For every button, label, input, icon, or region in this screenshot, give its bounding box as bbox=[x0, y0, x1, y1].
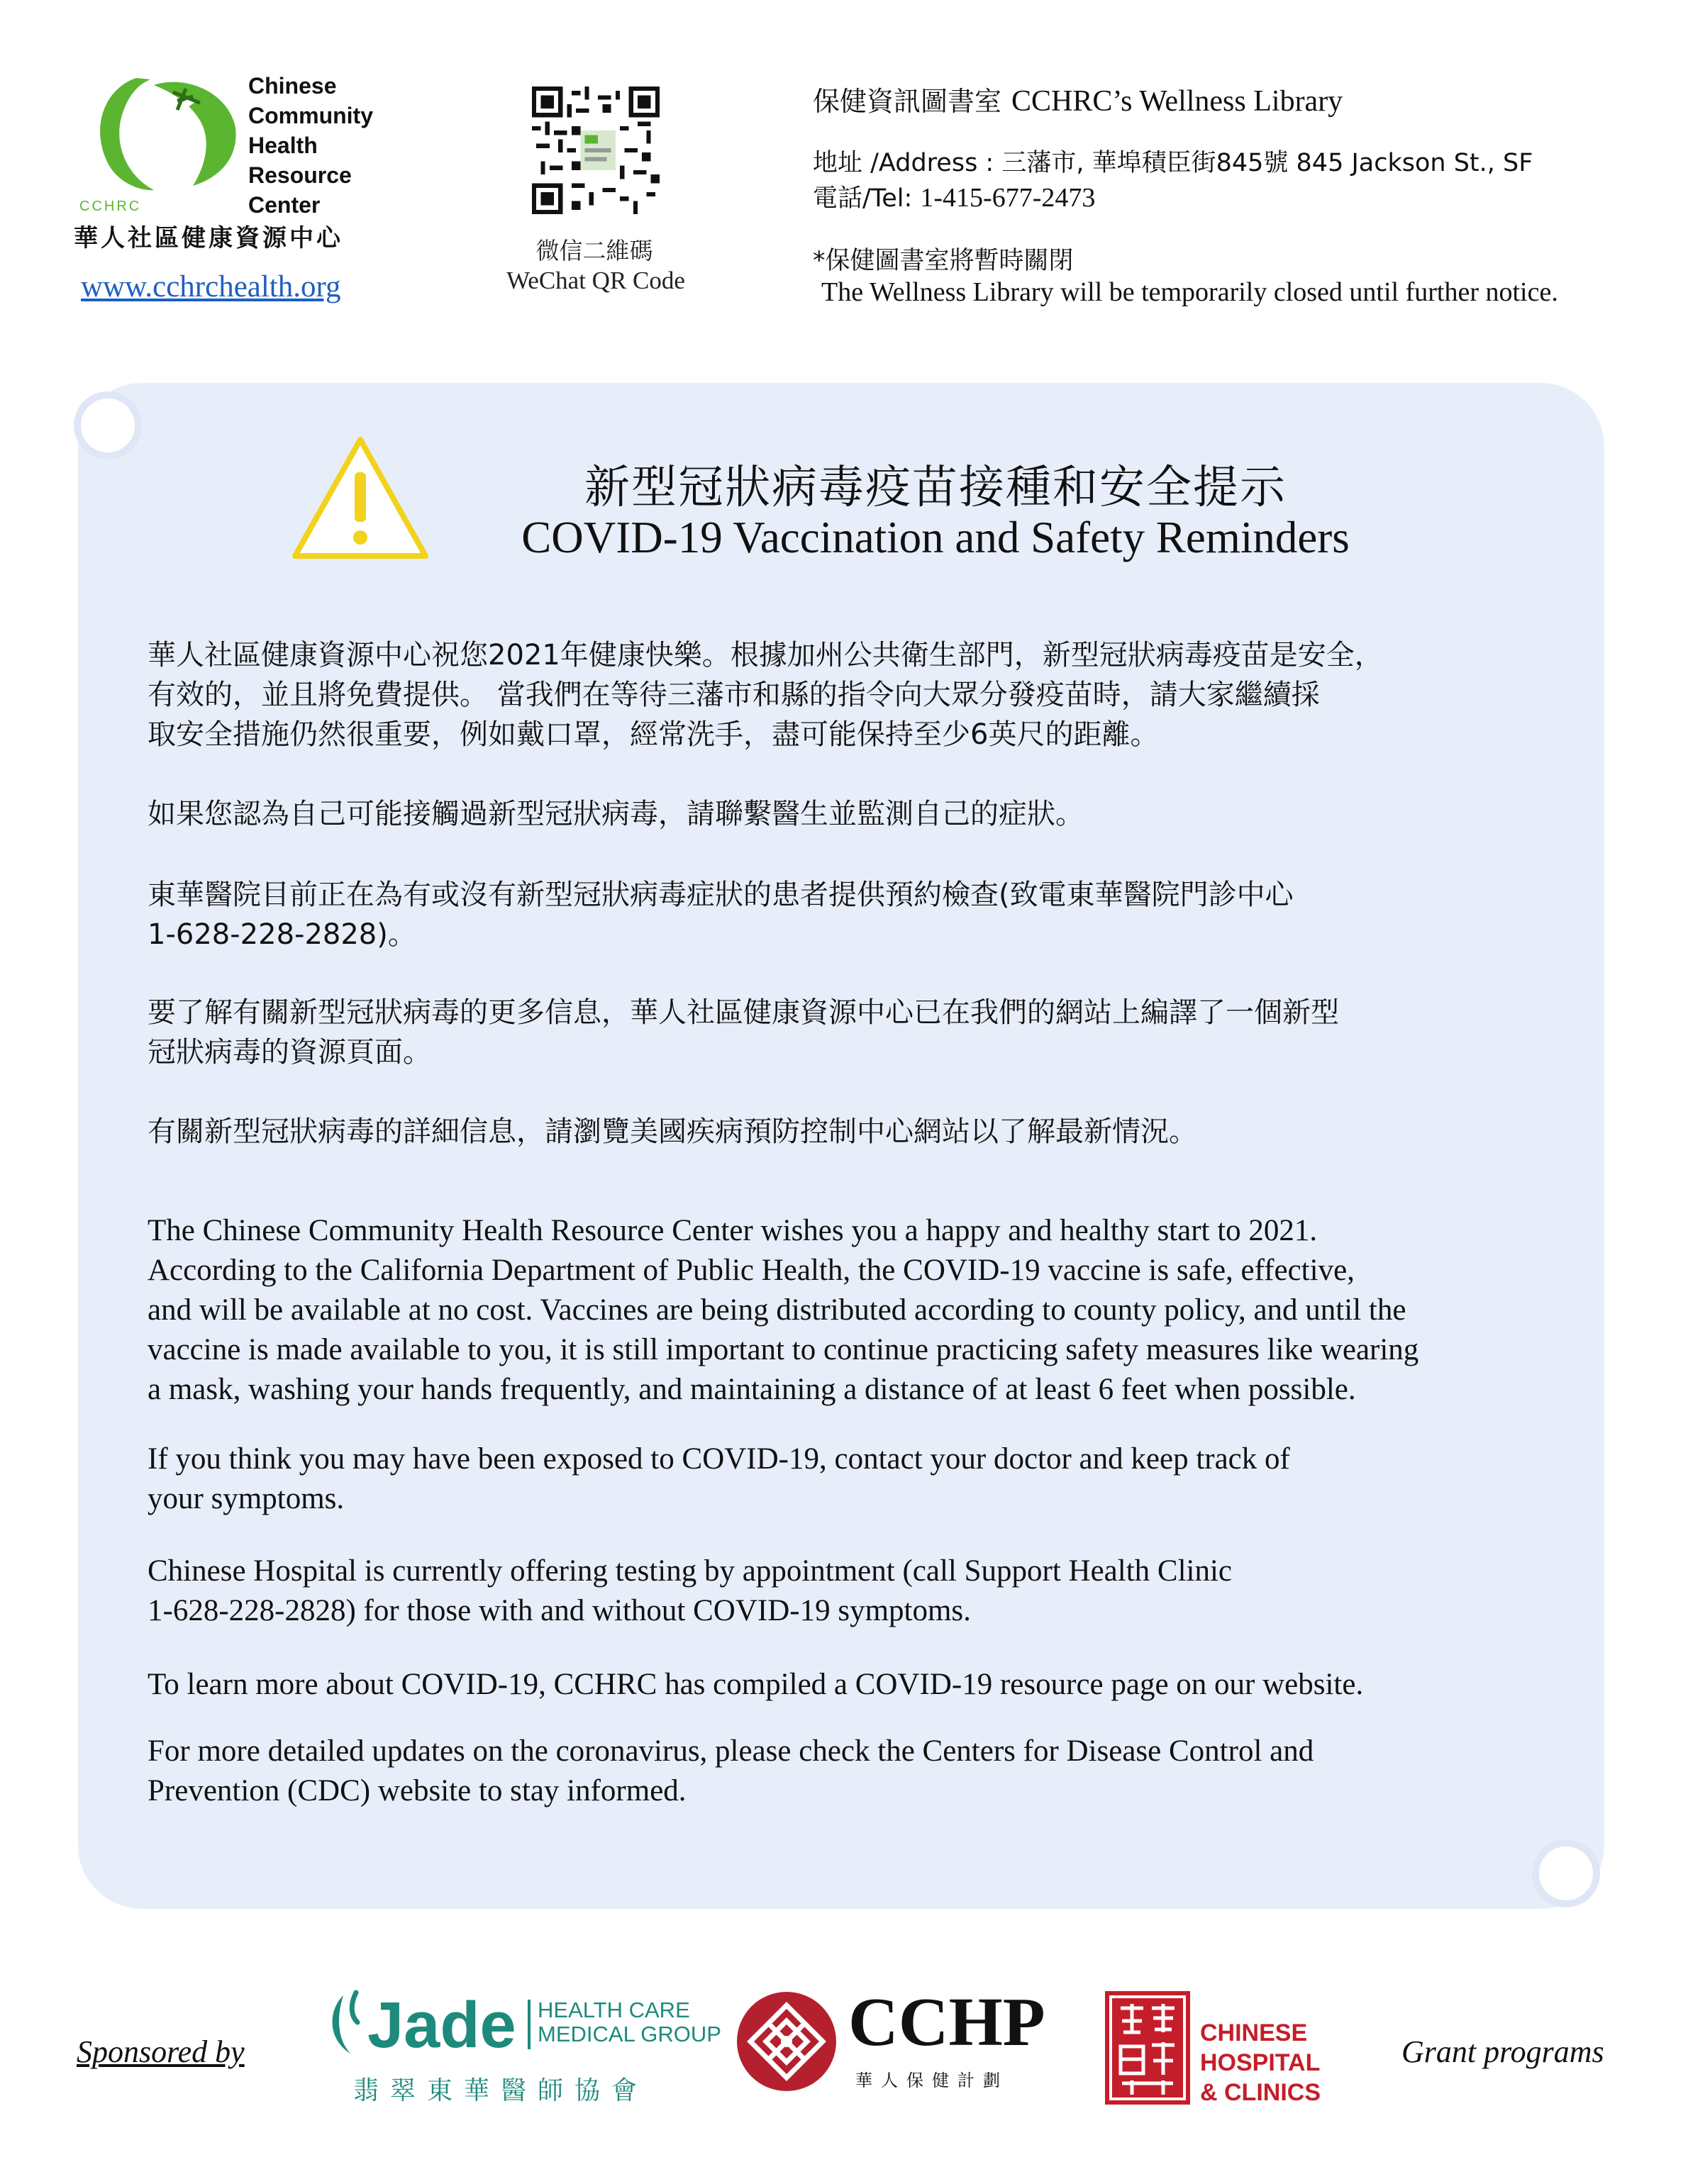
library-title: 保健資訊圖書室 CCHRC’s Wellness Library bbox=[813, 85, 1343, 118]
library-phone: 電話/Tel: 1-415-677-2473 bbox=[813, 183, 1096, 213]
jade-subtitle: HEALTH CARE MEDICAL GROUP bbox=[538, 1998, 721, 2046]
jade-name-cn: 翡翠東華醫師協會 bbox=[353, 2076, 649, 2105]
cn-paragraph: 如果您認為自己可能接觸過新型冠狀病毒，請聯繫醫生並監測自己的症狀。 bbox=[148, 798, 1084, 830]
en-paragraph: To learn more about COVID-19, CCHRC has compiled a COVID-19 resource page on our website. bbox=[148, 1668, 1364, 1701]
cchp-name-cn: 華人保健計劃 bbox=[855, 2071, 1009, 2090]
decorative-circle-bottom-right bbox=[1532, 1839, 1600, 1907]
decorative-circle-top-left bbox=[74, 391, 142, 459]
logo-abbreviation: CCHRC bbox=[79, 199, 142, 214]
library-closure-note-cn: *保健圖書室將暫時關閉 bbox=[813, 247, 1074, 275]
cchp-knot-icon bbox=[735, 1990, 838, 2093]
chinese-hospital-name: CHINESE HOSPITAL & CLINICS bbox=[1200, 2019, 1321, 2106]
cn-paragraph: 要了解有關新型冠狀病毒的更多信息，華人社區健康資源中心已在我們的網站上編譯了一個新型 冠狀病毒的資源頁面。 bbox=[148, 996, 1339, 1069]
jade-divider bbox=[528, 2000, 531, 2049]
page-title-en: COVID-19 Vaccination and Safety Reminders bbox=[521, 513, 1350, 562]
en-paragraph: If you think you may have been exposed to COVID-19, contact your doctor and keep track of your symptoms. bbox=[148, 1442, 1290, 1515]
cchrc-logo-icon bbox=[87, 71, 240, 193]
org-name-en: Chinese Community Health Resource Center bbox=[248, 73, 373, 218]
cn-paragraph: 有關新型冠狀病毒的詳細信息，請瀏覽美國疾病預防控制中心網站以了解最新情況。 bbox=[148, 1115, 1197, 1148]
org-name-cn: 華人社區健康資源中心 bbox=[74, 224, 343, 252]
grant-programs-label: Grant programs bbox=[1401, 2034, 1604, 2069]
wechat-qr-code-icon bbox=[532, 87, 660, 214]
jade-logo-text: Jade bbox=[367, 1989, 516, 2061]
cn-paragraph: 華人社區健康資源中心祝您2021年健康快樂。根據加州公共衛生部門，新型冠狀病毒疫苗是安全， 有效的，並且將免費提供。 當我們在等待三藩市和縣的指令向大眾分發疫苗時，請大家繼續採 取安全措施仍然很重要，例如戴口罩，經常洗手，盡可能保持至少6英尺的距離。 bbox=[148, 639, 1383, 751]
qr-label-en: WeChat QR Code bbox=[506, 267, 685, 294]
page-title-cn: 新型冠狀病毒疫苗接種和安全提示 bbox=[584, 462, 1287, 514]
en-paragraph: For more detailed updates on the coronavirus, please check the Centers for Disease Control and Prevention (CDC) website to stay informed. bbox=[148, 1734, 1314, 1807]
warning-icon bbox=[291, 434, 430, 562]
cchp-logo-text: CCHP bbox=[848, 1984, 1045, 2061]
sponsored-by-label: Sponsored by bbox=[77, 2034, 245, 2069]
cn-paragraph: 東華醫院目前正在為有或沒有新型冠狀病毒症狀的患者提供預約檢查(致電東華醫院門診中心 1-628-228-2828)。 bbox=[148, 879, 1294, 951]
en-paragraph: The Chinese Community Health Resource Center wishes you a happy and healthy start to 2021. According to the California Department of Public Health, the COVID-19 vaccine is safe, effective, and will be available at no cost. Vaccines are being distributed according to county policy, and until the vaccine is made available to you, it is still important to continue practicing safety measures like wearing a mask, washing your hands frequently, and maintaining a distance of at least 6 feet when possible. bbox=[148, 1214, 1419, 1406]
chinese-hospital-seal-icon bbox=[1104, 1990, 1192, 2106]
qr-label-cn: 微信二維碼 bbox=[535, 237, 653, 264]
library-closure-note-en: The Wellness Library will be temporarily closed until further notice. bbox=[821, 277, 1558, 307]
en-paragraph: Chinese Hospital is currently offering testing by appointment (call Support Health Clinic 1-628-228-2828) for those with and without COVID-19 symptoms. bbox=[148, 1554, 1232, 1627]
website-link[interactable]: www.cchrchealth.org bbox=[81, 270, 341, 303]
library-address: 地址 /Address : 三藩市, 華埠積臣街845號 845 Jackson St., SF bbox=[813, 149, 1533, 177]
